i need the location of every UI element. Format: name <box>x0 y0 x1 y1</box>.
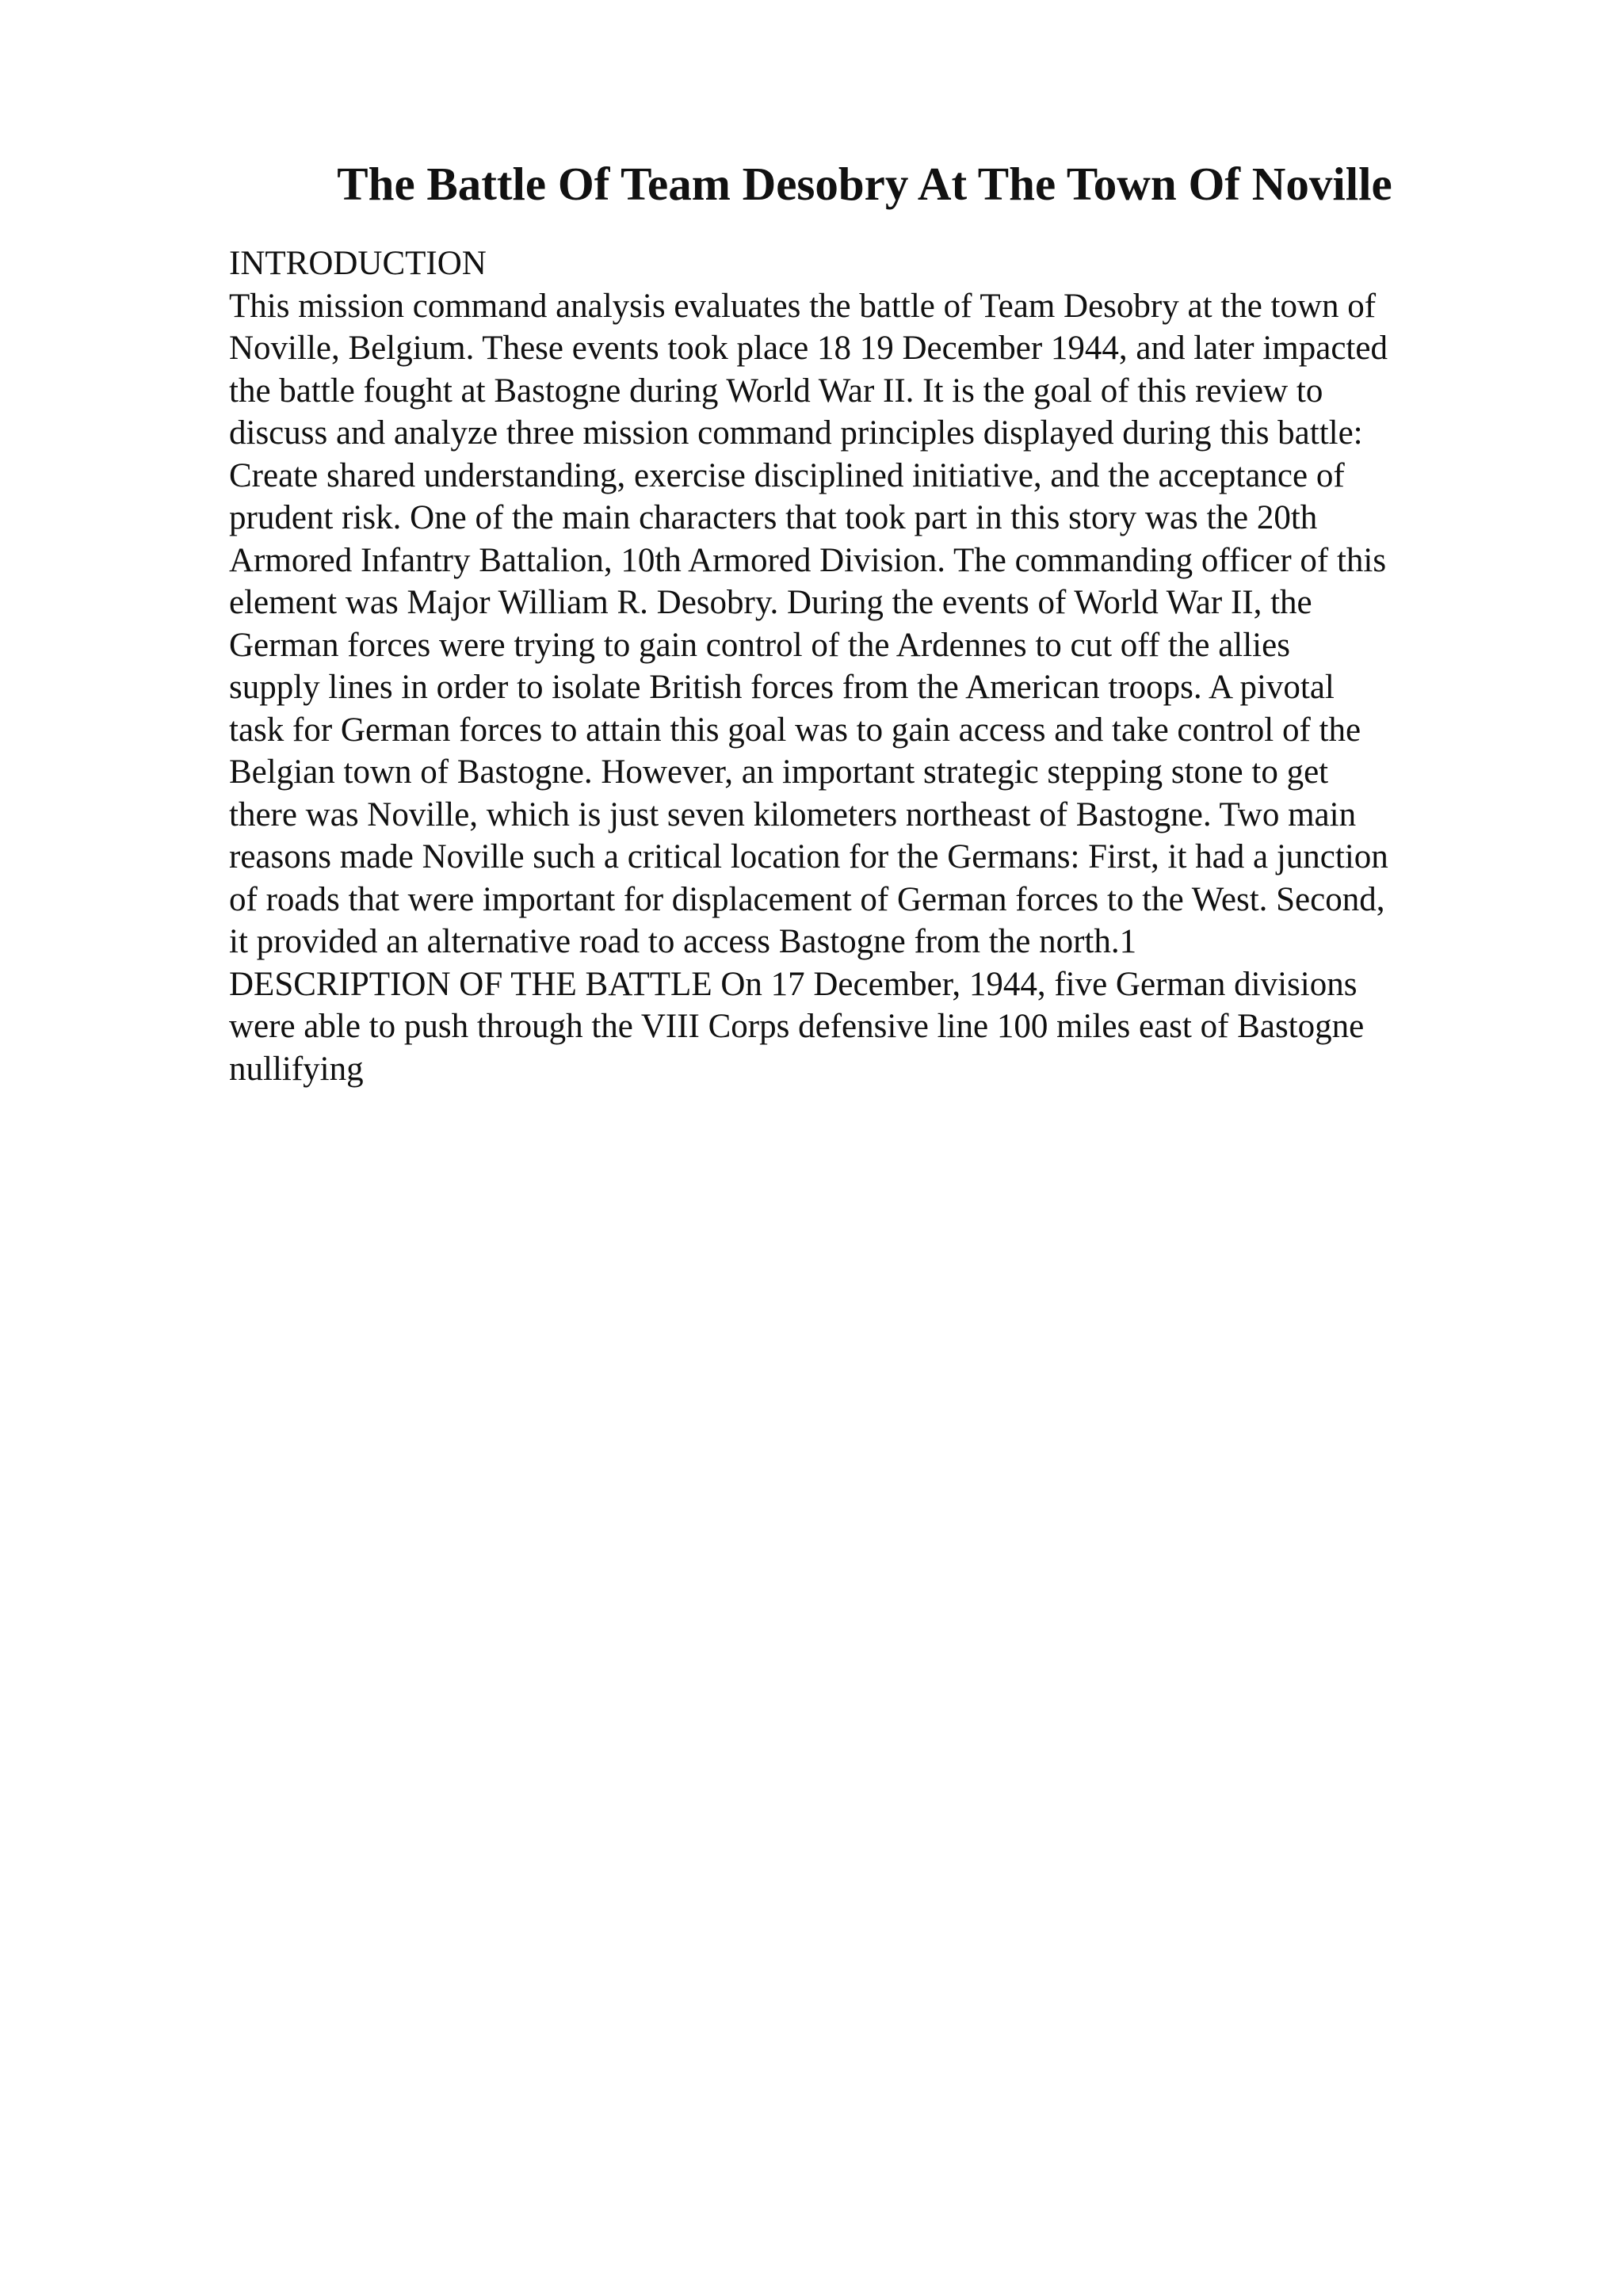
text-line: German forces were trying to gain control of the Ardennes to cut off the allies <box>229 626 1290 664</box>
text-line: there was Noville, which is just seven kilometers northeast of Bastogne. Two main <box>229 795 1357 833</box>
document-title: The Battle Of Team Desobry At The Town Of Noville <box>337 158 1392 210</box>
text-line: prudent risk. One of the main characters that took part in this story was the 20th <box>229 499 1318 536</box>
text-line: of roads that were important for displacement of German forces to the West. Second, <box>229 880 1385 918</box>
text-line: Belgian town of Bastogne. However, an important strategic stepping stone to get <box>229 753 1329 791</box>
text-line: Noville, Belgium. These events took place 18 19 December 1944, and later impacted <box>229 330 1388 367</box>
text-line: supply lines in order to isolate British forces from the American troops. A pivotal <box>229 669 1335 706</box>
section-heading-description: DESCRIPTION OF THE BATTLE On 17 December, 1944, five German divisions <box>229 965 1358 1003</box>
document-body <box>229 242 1489 1090</box>
text-line: Create shared understanding, exercise disciplined initiative, and the acceptance of <box>229 456 1345 494</box>
text-line: reasons made Noville such a critical location for the Germans: First, it had a junction <box>229 838 1388 875</box>
text-line: nullifying <box>229 1050 364 1088</box>
text-line: element was Major William R. Desobry. During the events of World War II, the <box>229 584 1312 621</box>
text-line: were able to push through the VIII Corps defensive line 100 miles east of Bastogne <box>229 1008 1365 1045</box>
text-line: This mission command analysis evaluates the battle of Team Desobry at the town of <box>229 287 1377 325</box>
text-line: the battle fought at Bastogne during World War II. It is the goal of this review to <box>229 372 1323 410</box>
text-line: it provided an alternative road to access Bastogne from the north.1 <box>229 923 1137 960</box>
section-heading-introduction: INTRODUCTION <box>229 245 487 282</box>
text-line: Armored Infantry Battalion, 10th Armored Division. The commanding officer of this <box>229 541 1387 579</box>
text-line: task for German forces to attain this goal was to gain access and take control of the <box>229 711 1361 749</box>
text-line: discuss and analyze three mission command principles displayed during this battle: <box>229 414 1363 452</box>
